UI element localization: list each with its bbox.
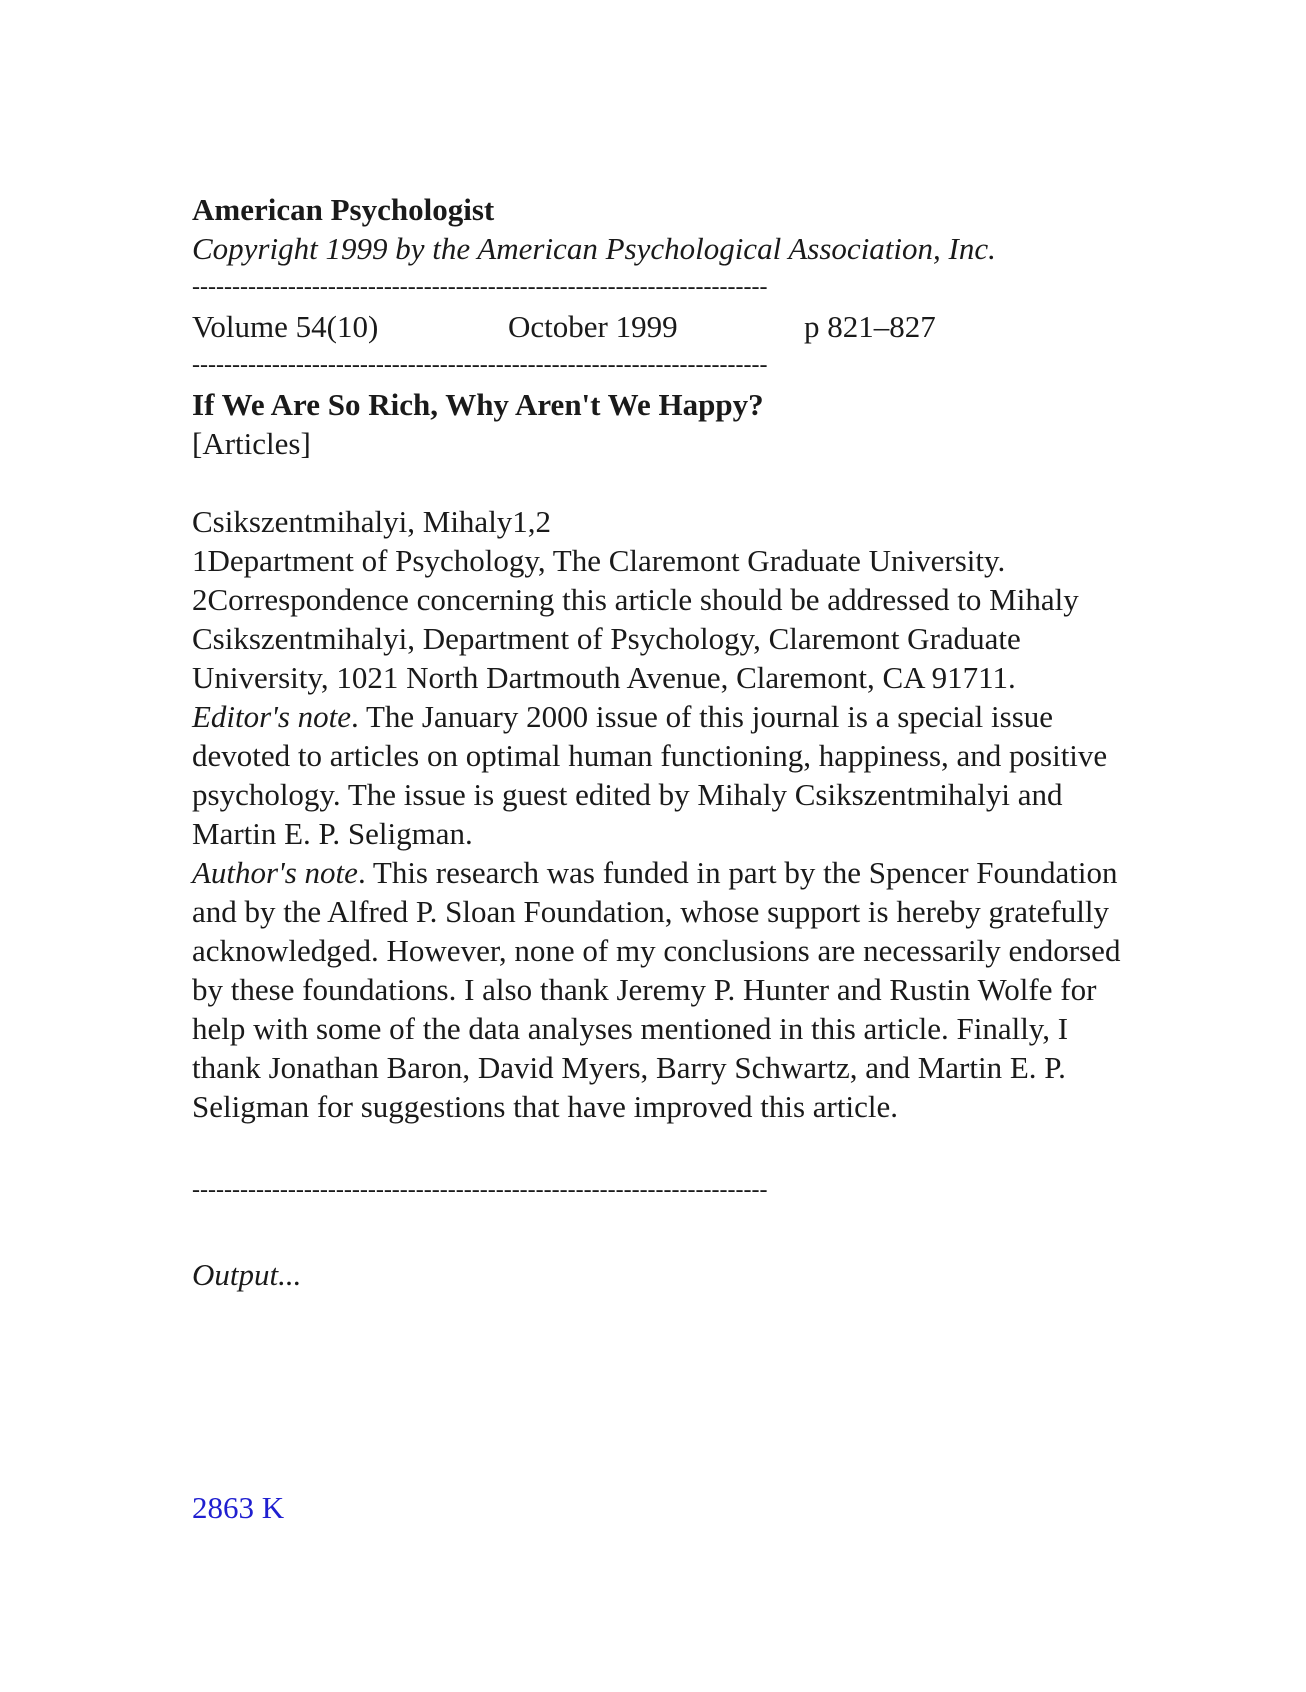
correspondence-note: 2Correspondence concerning this article should be addressed to Mihaly Csikszentmihalyi, Department of Psychology, Claremont Graduate University, 1021 North Dartmouth Avenue, Claremont, CA 91711.: [192, 582, 1079, 695]
copyright-line: Copyright 1999 by the American Psychological Association, Inc.: [192, 231, 996, 266]
authors-note: [192, 853, 1132, 1126]
volume-issue: Volume 54(10): [192, 309, 379, 344]
author-name: Csikszentmihalyi, Mihaly1,2: [192, 504, 552, 539]
spacer: [192, 1126, 1132, 1171]
authors-note-label: Author's note: [192, 855, 358, 890]
spacer: [192, 1210, 1132, 1255]
editors-note: [192, 697, 1132, 853]
article-section: [Articles]: [192, 426, 311, 461]
article-title: If We Are So Rich, Why Aren't We Happy?: [192, 387, 764, 422]
editors-note-text: . The January 2000 issue of this journal is a special issue devoted to articles on optimal human functioning, happiness, and positive psychology. The issue is guest edited by Mihaly Csikszentmihalyi and Martin E. P. Seligman.: [192, 699, 1108, 851]
citation-meta-row: [192, 307, 1132, 346]
journal-title: American Psychologist: [192, 192, 495, 227]
divider-rule-middle: ------------------------------------------------------------------------: [192, 352, 768, 378]
editors-note-label: Editor's note: [192, 699, 352, 734]
divider-rule-bottom: ------------------------------------------------------------------------: [192, 1177, 768, 1203]
author-affiliation: 1Department of Psychology, The Claremont Graduate University.: [192, 543, 1006, 578]
output-label: Output...: [192, 1257, 302, 1292]
spacer: [192, 463, 1132, 502]
authors-note-text: . This research was funded in part by the Spencer Foundation and by the Alfred P. Sloan Foundation, whose support is hereby gratefully acknowledged. However, none of my conclusions are necessarily endorsed by these foundations. I also thank Jeremy P. Hunter and Rustin Wolfe for help with some of the data analyses mentioned in this article. Finally, I thank Jonathan Baron, David Myers, Barry Schwartz, and Martin E. P. Seligman for suggestions that have improved this article.: [192, 855, 1121, 1124]
document-page: [192, 190, 1132, 1294]
publication-date: October 1999: [508, 309, 678, 344]
divider-rule-top: ------------------------------------------------------------------------: [192, 274, 768, 300]
page-range: p 821–827: [804, 309, 936, 344]
file-size-link[interactable]: 2863 K: [192, 1490, 285, 1525]
